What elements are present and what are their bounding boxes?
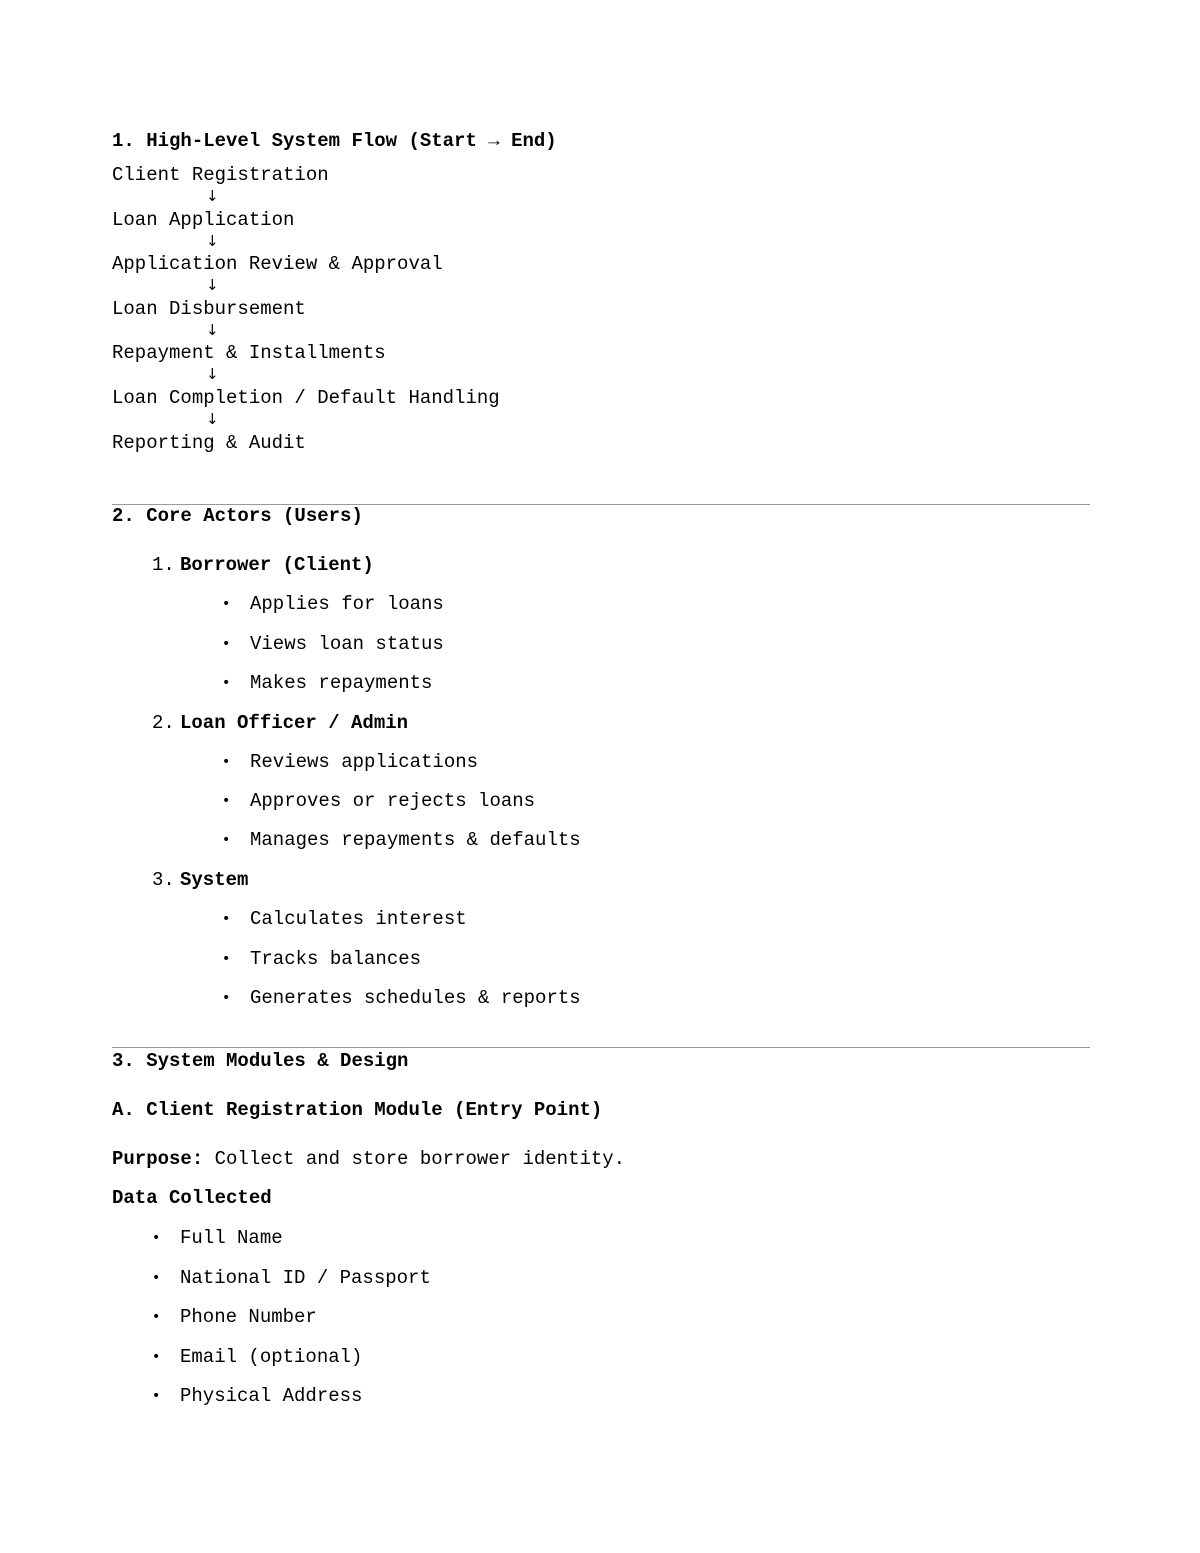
list-item: Manages repayments & defaults (250, 829, 581, 851)
down-arrow-icon: ↓ (206, 410, 219, 428)
bullet-icon: • (152, 1349, 161, 1365)
data-collected-heading: Data Collected (112, 1187, 272, 1209)
purpose-line (112, 1150, 625, 1169)
actor-title: Loan Officer / Admin (180, 712, 409, 734)
bullet-icon: • (222, 596, 231, 612)
flow-step: Loan Disbursement (112, 298, 306, 320)
list-item: Views loan status (250, 633, 444, 655)
flow-step: Loan Application (112, 209, 295, 231)
bullet-icon: • (222, 675, 231, 691)
list-item: Makes repayments (250, 672, 433, 694)
flow-step: Loan Completion / Default Handling (112, 387, 500, 409)
down-arrow-icon: ↓ (206, 232, 219, 250)
bullet-icon: • (152, 1230, 161, 1246)
flow-step: Repayment & Installments (112, 342, 386, 364)
list-item: National ID / Passport (180, 1267, 431, 1289)
bullet-icon: • (222, 911, 231, 927)
module-a-heading: A. Client Registration Module (Entry Point) (112, 1099, 603, 1121)
actor-number: 3. (152, 869, 175, 891)
list-item: Phone Number (180, 1306, 317, 1328)
list-item: Generates schedules & reports (250, 987, 581, 1009)
actor-title: System (180, 869, 249, 891)
list-item: Calculates interest (250, 908, 467, 930)
purpose-label: Purpose: (112, 1148, 204, 1170)
section-divider (112, 1047, 1090, 1048)
down-arrow-icon: ↓ (206, 187, 219, 205)
down-arrow-icon: ↓ (206, 321, 219, 339)
flow-step: Application Review & Approval (112, 253, 443, 275)
bullet-icon: • (152, 1309, 161, 1325)
list-item: Tracks balances (250, 948, 422, 970)
section-2-heading: 2. Core Actors (Users) (112, 505, 363, 527)
actor-title: Borrower (Client) (180, 554, 374, 576)
list-item: Physical Address (180, 1385, 363, 1407)
actor-number: 1. (152, 554, 175, 576)
actor-number: 2. (152, 712, 175, 734)
bullet-icon: • (222, 951, 231, 967)
bullet-icon: • (222, 636, 231, 652)
bullet-icon: • (222, 754, 231, 770)
purpose-text: Collect and store borrower identity. (203, 1148, 626, 1170)
list-item: Applies for loans (250, 593, 444, 615)
section-3-heading: 3. System Modules & Design (112, 1050, 409, 1072)
flow-step: Client Registration (112, 164, 329, 186)
list-item: Email (optional) (180, 1346, 363, 1368)
flow-step: Reporting & Audit (112, 432, 306, 454)
bullet-icon: • (222, 832, 231, 848)
bullet-icon: • (152, 1270, 161, 1286)
list-item: Approves or rejects loans (250, 790, 536, 812)
down-arrow-icon: ↓ (206, 276, 219, 294)
bullet-icon: • (222, 793, 231, 809)
list-item: Full Name (180, 1227, 283, 1249)
down-arrow-icon: ↓ (206, 365, 219, 383)
bullet-icon: • (222, 990, 231, 1006)
list-item: Reviews applications (250, 751, 479, 773)
bullet-icon: • (152, 1388, 161, 1404)
section-1-heading: 1. High-Level System Flow (Start → End) (112, 130, 557, 152)
document-page (112, 0, 1090, 1553)
